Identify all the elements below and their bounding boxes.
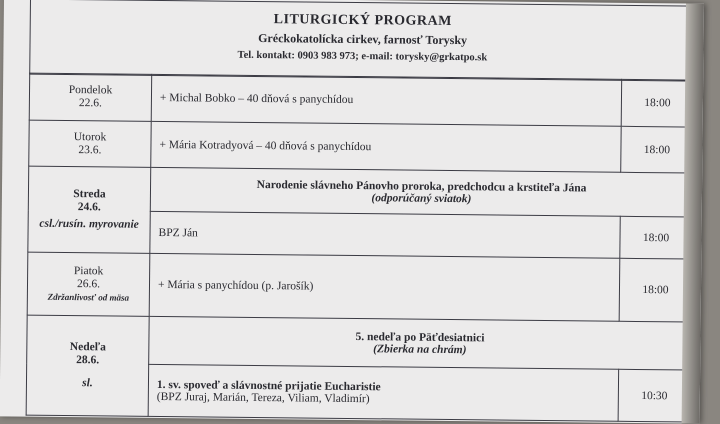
schedule-table xyxy=(26,73,695,423)
event-time: 18:00 xyxy=(620,216,692,259)
day-cell xyxy=(28,166,151,253)
feast-cell xyxy=(149,316,691,370)
feast-note: (odporúčaný sviatok) xyxy=(371,191,472,205)
event-text: BPZ Ján xyxy=(150,211,620,258)
event-text: + Michal Bobko – 40 dňová s panychídou xyxy=(151,74,621,126)
day-cell xyxy=(29,73,151,121)
feast-note: (Zbierka na chrám) xyxy=(373,342,467,356)
event-time: 10:30 xyxy=(618,369,691,422)
schedule-row-monday xyxy=(29,73,693,127)
day-date: 22.6. xyxy=(78,97,102,110)
event-text: + Mária s panychídou (p. Jarošík) xyxy=(149,253,620,321)
schedule-row-tuesday xyxy=(29,120,693,173)
event-time: 18:00 xyxy=(621,126,693,173)
day-name: Utorok xyxy=(73,130,107,143)
day-cell xyxy=(26,315,149,416)
day-cell xyxy=(27,252,150,316)
contact-line: Tel. kontakt: 0903 983 973; e-mail: torysky@grkatpo.sk xyxy=(237,49,488,64)
event-time: 18:00 xyxy=(621,79,693,127)
day-name: Nedeľa xyxy=(69,341,106,354)
program-title: LITURGICKÝ PROGRAM xyxy=(273,12,452,30)
day-name: Streda xyxy=(73,188,106,201)
day-date: 24.6. xyxy=(77,201,101,214)
day-note: sl. xyxy=(82,377,93,390)
event-text: + Mária Kotradyová – 40 dňová s panychídou xyxy=(151,121,621,172)
day-date: 26.6. xyxy=(76,277,101,290)
feast-title: 5. nedeľa po Päťdesiatnici xyxy=(355,330,485,344)
day-cell xyxy=(29,120,151,167)
day-note: Zdržanlivosť od mäsa xyxy=(47,291,130,303)
feast-cell xyxy=(150,167,692,217)
event-cell xyxy=(148,364,619,421)
day-name: Piatok xyxy=(73,264,104,277)
day-name: Pondelok xyxy=(68,84,113,97)
schedule-row-friday xyxy=(27,252,692,322)
schedule-row-wednesday-feast xyxy=(28,166,692,217)
program-header xyxy=(29,0,696,82)
day-date: 23.6. xyxy=(78,143,102,156)
event-text: 1. sv. spoveď a slávnostné prijatie Eucharistie xyxy=(156,378,381,393)
day-note: csl./rusín. myrovanie xyxy=(39,217,139,231)
event-time: 18:00 xyxy=(619,258,692,322)
feast-title: Narodenie slávneho Pánovho proroka, predchodcu a krstiteľa Jána xyxy=(256,178,587,194)
day-date: 28.6. xyxy=(76,354,100,367)
paper-edge-shadow xyxy=(682,3,704,423)
schedule-row-sunday-feast xyxy=(27,315,691,370)
parish-subtitle: Gréckokatolícka cirkev, farnosť Torysky xyxy=(258,30,468,48)
event-detail: (BPZ Juraj, Marián, Tereza, Viliam, Vladimír) xyxy=(156,390,370,405)
